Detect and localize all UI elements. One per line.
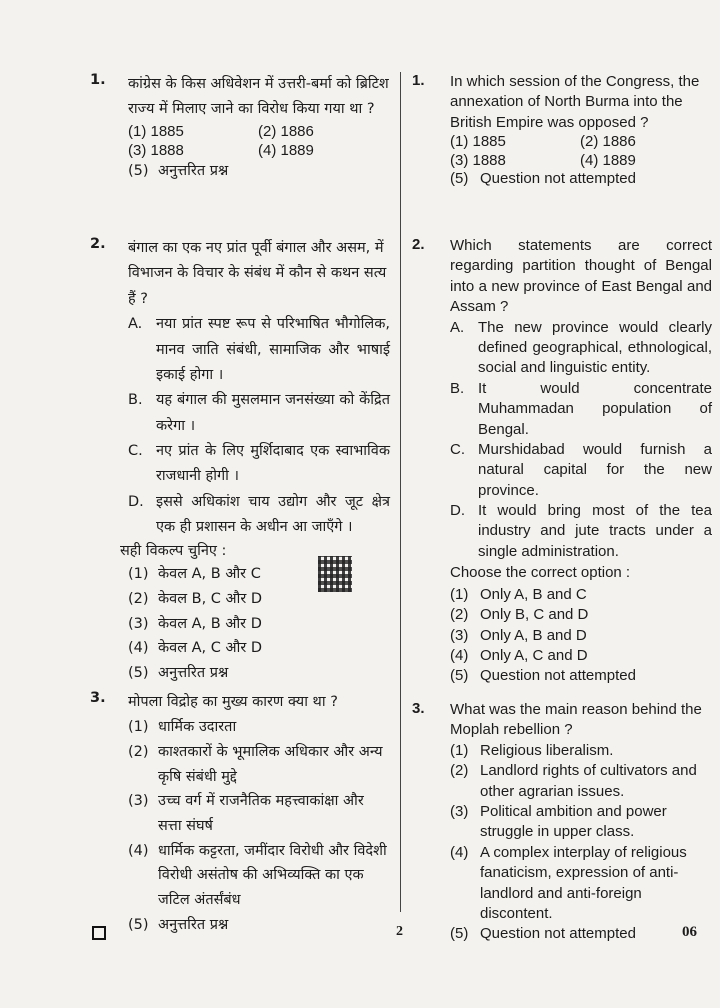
option-text: काश्तकारों के भूमालिक अधिकार और अन्य कृषि संबंधी मुद्दे (158, 744, 383, 785)
question-3-hindi (90, 690, 390, 937)
english-column (412, 72, 712, 945)
option-text: धार्मिक उदारता (158, 719, 237, 736)
statement-a (450, 318, 712, 379)
option-number: (2) (450, 762, 469, 780)
option[interactable]: (1) 1885 (128, 122, 184, 140)
choose-option-label: Choose the correct option : (450, 564, 631, 582)
option-text: Question not attempted (480, 170, 636, 188)
option-text: केवल A, B और D (158, 615, 262, 632)
option-number: (1) (450, 585, 469, 603)
statement-b (128, 388, 390, 439)
statement-label: C. (450, 440, 465, 458)
option-grid (450, 133, 712, 169)
question-1-english (412, 72, 712, 236)
question-number: 3. (412, 700, 425, 717)
question-text: कांग्रेस के किस अधिवेशन में उत्तरी-बर्मा को ब्रिटिश राज्य में मिलाए जाने का विरोध किया गया था ? (128, 76, 389, 118)
question-text: मोपला विद्रोह का मुख्य कारण क्या था ? (128, 694, 338, 710)
option-number: (4) (128, 842, 149, 859)
statement-b (450, 379, 712, 440)
hindi-column (90, 72, 390, 937)
option-number: (3) (450, 802, 469, 820)
statement-text: Murshidabad would furnish a natural capital for the new province. (478, 440, 712, 499)
option[interactable] (128, 636, 390, 661)
statement-c (450, 440, 712, 501)
option[interactable] (450, 585, 712, 605)
option-number: (4) (450, 843, 469, 861)
option-text: A complex interplay of religious fanaticism, expression of anti-landlord and anti-foreign discontent. (480, 843, 687, 922)
option[interactable] (450, 924, 712, 944)
option[interactable]: (2) 1886 (258, 122, 314, 140)
question-text: Which statements are correct regarding partition thought of Bengal into a new province of East Bengal and Assam ? (450, 237, 712, 316)
statement-label: C. (128, 443, 143, 459)
question-text: In which session of the Congress, the annexation of North Burma into the British Empire was opposed ? (450, 73, 700, 131)
option-text: अनुत्तरित प्रश्न (158, 664, 229, 681)
booklet-code: 06 (682, 924, 697, 940)
option[interactable] (128, 839, 390, 913)
question-2-english (412, 236, 712, 700)
statement-label: B. (128, 392, 143, 409)
question-number: 1. (412, 72, 425, 89)
statement-c (128, 439, 390, 490)
question-2-hindi (90, 236, 390, 690)
option-number: (5) (128, 916, 149, 933)
option-text: Only A, B and C (480, 585, 587, 603)
statement-text: It would concentrate Muhammadan population of Bengal. (478, 379, 712, 438)
statement-d (450, 501, 712, 562)
option[interactable]: (4) 1889 (580, 152, 636, 170)
option[interactable] (450, 761, 712, 802)
option-number: (3) (128, 615, 149, 632)
square-marker-icon (92, 926, 106, 940)
option-text: Only B, C and D (480, 606, 589, 624)
option-text: अनुत्तरित प्रश्न (158, 916, 229, 933)
option[interactable] (128, 159, 390, 184)
option[interactable] (450, 605, 712, 625)
option-text: Only A, C and D (480, 646, 588, 664)
option[interactable] (450, 626, 712, 646)
option[interactable]: (3) 1888 (128, 141, 184, 159)
option-number: (4) (128, 640, 149, 657)
option[interactable] (450, 802, 712, 843)
question-number: 2. (90, 236, 106, 252)
statement-a (128, 312, 390, 388)
option[interactable] (450, 741, 712, 761)
option[interactable] (128, 913, 390, 938)
option-number: (5) (450, 170, 469, 188)
option[interactable]: (1) 1885 (450, 133, 506, 151)
question-3-english (412, 700, 712, 945)
option-number: (5) (128, 664, 149, 681)
option[interactable]: (3) 1888 (450, 152, 506, 170)
option-text: Only A, B and D (480, 626, 587, 644)
question-1-hindi (90, 72, 390, 236)
statement-label: A. (128, 316, 143, 333)
option-text: Political ambition and power struggle in upper class. (480, 802, 667, 841)
option-text: केवल B, C और D (158, 590, 263, 607)
statement-text: नया प्रांत स्पष्ट रूप से परिभाषित भौगोलिक, मानव जाति संबंधी, सामाजिक और भाषाई इकाई होगा । (156, 316, 390, 383)
option[interactable] (450, 169, 712, 189)
option[interactable] (450, 843, 712, 925)
option-text: केवल A, B और C (158, 566, 261, 583)
statement-label: D. (128, 493, 144, 510)
option[interactable]: (4) 1889 (258, 141, 314, 159)
option-number: (2) (450, 606, 469, 624)
option-text: धार्मिक कट्टरता, जमींदार विरोधी और विदेशी विरोधी असंतोष की अभिव्यक्ति का एक जटिल अंतर्संबंध (158, 842, 387, 908)
option-number: (1) (128, 566, 149, 583)
option-number: (2) (128, 744, 149, 761)
choose-option-label: सही विकल्प चुनिए : (120, 542, 227, 559)
statement-d (128, 490, 390, 541)
option-text: अनुत्तरित प्रश्न (158, 162, 229, 179)
option[interactable] (450, 666, 712, 686)
statement-text: नए प्रांत के लिए मुर्शिदाबाद एक स्वाभाविक राजधानी होगी । (156, 443, 390, 485)
option-text: Landlord rights of cultivators and other agrarian issues. (480, 762, 697, 800)
statement-text: It would bring most of the tea industry and jute tracts under a single administration. (478, 502, 712, 560)
question-number: 1. (90, 72, 106, 88)
option-number: (1) (128, 719, 149, 736)
option-number: (4) (450, 646, 469, 664)
option-text: उच्च वर्ग में राजनैतिक महत्त्वाकांक्षा और सत्ता संघर्ष (158, 793, 364, 834)
option-number: (1) (450, 741, 469, 759)
option[interactable]: (2) 1886 (580, 133, 636, 151)
statement-label: B. (450, 379, 465, 397)
question-text: What was the main reason behind the Moplah rebellion ? (450, 701, 702, 739)
option-text: Question not attempted (480, 925, 636, 943)
barcode-icon (318, 556, 352, 592)
statement-label: D. (450, 502, 465, 520)
option-text: केवल A, C और D (158, 640, 263, 657)
option[interactable] (128, 789, 390, 838)
option-number: (5) (450, 925, 469, 943)
option-grid (128, 123, 390, 159)
statement-text: इससे अधिकांश चाय उद्योग और जूट क्षेत्र एक ही प्रशासन के अधीन आ जाएँगे । (156, 493, 390, 536)
question-number: 2. (412, 236, 425, 253)
option-number: (2) (128, 590, 149, 607)
option[interactable] (128, 740, 390, 789)
option[interactable] (128, 715, 390, 740)
option[interactable] (128, 612, 390, 637)
page-number: 2 (396, 924, 403, 939)
statement-label: A. (450, 318, 465, 336)
question-number: 3. (90, 690, 106, 706)
option-number: (5) (128, 162, 149, 179)
option[interactable] (128, 661, 390, 686)
option[interactable] (450, 646, 712, 666)
statement-text: The new province would clearly defined geographical, ethnological, social and linguistic entity. (478, 318, 712, 377)
option-number: (3) (128, 793, 149, 810)
statement-text: यह बंगाल की मुसलमान जनसंख्या को केंद्रित करेगा । (156, 392, 390, 434)
option-number: (5) (450, 667, 469, 685)
option-number: (3) (450, 626, 469, 644)
question-text: बंगाल का एक नए प्रांत पूर्वी बंगाल और असम, में विभाजन के विचार के संबंध में कौन से कथन सत्य हैं ? (128, 240, 387, 307)
option-text: Question not attempted (480, 667, 636, 685)
column-divider (400, 72, 401, 912)
option-text: Religious liberalism. (480, 741, 614, 759)
